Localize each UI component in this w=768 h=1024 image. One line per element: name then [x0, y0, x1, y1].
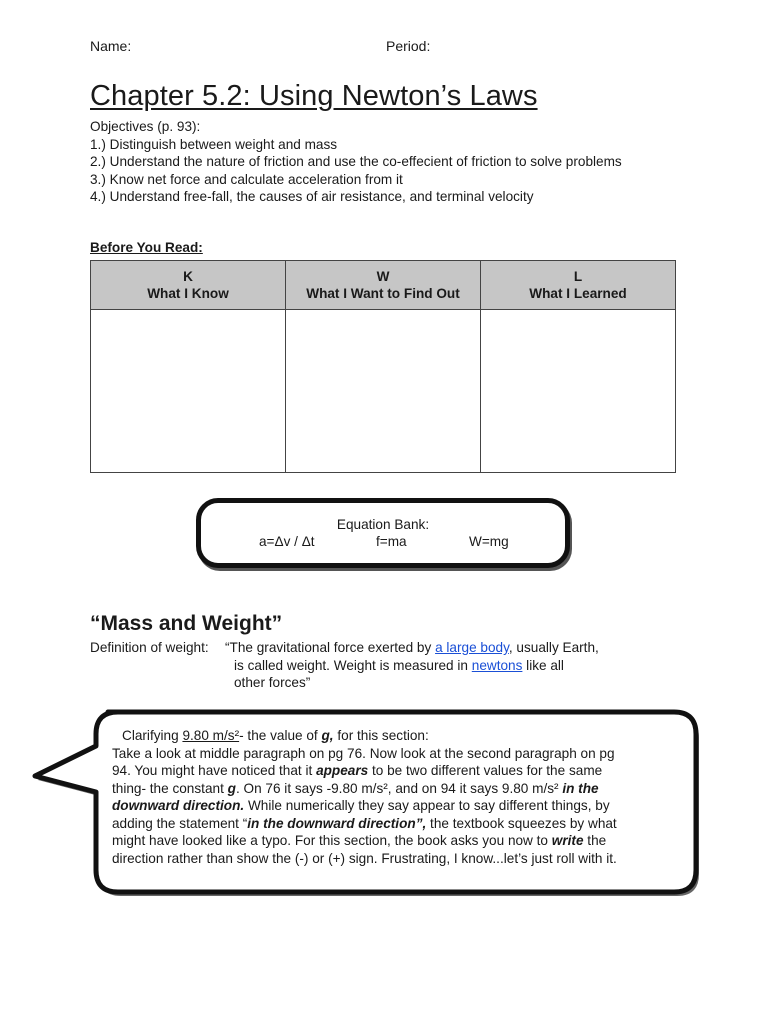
objectives-heading: Objectives (p. 93):	[90, 119, 201, 134]
callout-line: direction rather than show the (-) or (+) sign. Frustrating, I know...let’s just roll with it.	[112, 850, 617, 866]
definition-text: , usually Earth,	[508, 640, 599, 655]
name-label: Name:	[90, 38, 132, 54]
kwl-header-l	[481, 261, 676, 310]
section-heading-mass-weight: “Mass and Weight”	[90, 612, 283, 635]
callout-span: the	[583, 833, 607, 848]
before-you-read-heading: Before You Read:	[90, 240, 203, 255]
callout-span: might have looked like a typo. For this section, the book asks you now to	[112, 833, 552, 848]
kwl-answer-row	[91, 310, 676, 473]
callout-span: thing- the constant	[112, 780, 228, 796]
kwl-label: What I Want to Find Out	[306, 286, 460, 301]
g-symbol: g	[227, 780, 236, 796]
newtons-link[interactable]: newtons	[471, 657, 523, 673]
kwl-header-k	[91, 261, 286, 310]
page-title: Chapter 5.2: Using Newton’s Laws	[90, 80, 538, 112]
callout-emphasis: write	[551, 833, 584, 848]
equation-bank	[196, 498, 570, 568]
callout-span: While numerically they say appear to say different things, by	[244, 798, 610, 813]
callout-line: Take a look at middle paragraph on pg 76. Now look at the second paragraph on pg	[112, 745, 615, 761]
callout-span: the textbook squeezes by what	[426, 815, 617, 831]
kwl-letter: K	[183, 269, 193, 284]
callout-span: to be two different values for the same	[368, 763, 603, 778]
objectives	[90, 118, 690, 206]
definition-label: Definition of weight:	[90, 640, 209, 655]
definition-text: other forces”	[234, 675, 311, 690]
kwl-want-cell[interactable]	[286, 310, 481, 473]
kwl-learned-cell[interactable]	[481, 310, 676, 473]
callout-span: . On 76 it says -9.80 m/s², and on 94 it says 9.80 m/s²	[235, 780, 563, 796]
period-label: Period:	[386, 38, 431, 54]
objective-item: 3.) Know net force and calculate acceleration from it	[90, 171, 403, 187]
equation-weight: W=mg	[469, 534, 509, 549]
definition-text: like all	[522, 657, 564, 673]
kwl-header-w	[286, 261, 481, 310]
objective-item: 2.) Understand the nature of friction and use the co-effecient of friction to solve problems	[90, 154, 622, 169]
g-symbol: g,	[321, 728, 334, 743]
callout-span: adding the statement “	[112, 815, 248, 831]
equation-force: f=ma	[376, 534, 407, 549]
equation-acceleration: a=Δv / Δt	[259, 534, 315, 549]
definition-body	[225, 639, 645, 692]
callout-emphasis: in the downward direction”,	[247, 815, 427, 831]
kwl-letter: W	[376, 269, 390, 284]
callout-text	[112, 727, 682, 867]
objective-item: 4.) Understand free-fall, the causes of air resistance, and terminal velocity	[90, 189, 534, 204]
kwl-label: What I Learned	[529, 286, 627, 301]
callout-span: for this section:	[333, 728, 429, 743]
callout-emphasis: downward direction.	[112, 798, 245, 813]
kwl-letter: L	[573, 269, 583, 284]
definition-text: “The gravitational force exerted by	[225, 640, 436, 655]
kwl-label: What I Know	[147, 286, 229, 301]
callout-span: Clarifying	[122, 728, 183, 743]
callout-span: - the value of	[239, 728, 322, 743]
callout-emphasis: in the	[562, 780, 599, 796]
large-body-link[interactable]: a large body	[435, 640, 509, 655]
objective-item: 1.) Distinguish between weight and mass	[90, 136, 338, 152]
kwl-know-cell[interactable]	[91, 310, 286, 473]
callout-span: 94. You might have noticed that it	[112, 763, 317, 778]
callout-emphasis: appears	[316, 763, 369, 778]
g-value: 9.80 m/s²	[182, 728, 240, 743]
kwl-header-row	[91, 261, 676, 310]
kwl-table	[90, 260, 676, 473]
equation-bank-title: Equation Bank:	[336, 517, 430, 532]
definition-text: is called weight. Weight is measured in	[234, 657, 472, 673]
